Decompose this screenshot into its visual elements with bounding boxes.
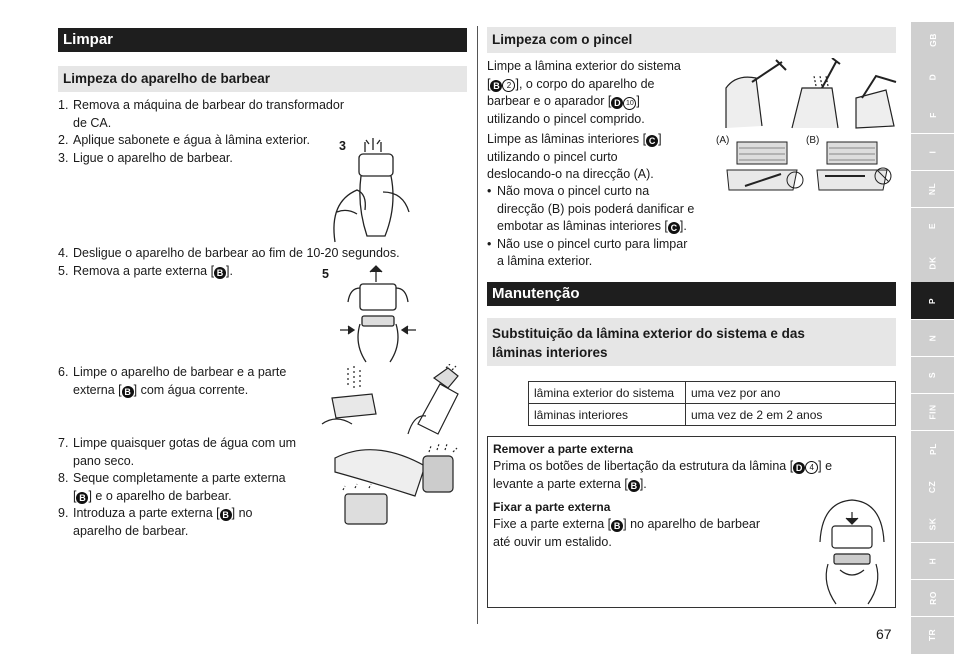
lang-tab-cz[interactable]: CZ [911,468,954,505]
table-row [529,382,896,404]
lang-tab-dk[interactable]: DK [911,245,954,282]
lang-tab-i[interactable]: I [911,134,954,171]
table-row [529,404,896,426]
step-7: 7. Limpe quaisquer gotas de água com um pano seco. [58,436,297,468]
badge-b: B [628,480,640,492]
lang-tab-s[interactable]: S [911,357,954,394]
badge-c: C [646,135,658,147]
figure-label-5: 5 [322,267,329,281]
table-cell: uma vez por ano [686,382,896,404]
attach-outer-part-title: Fixar a parte externa [493,500,611,514]
lang-tab-nl[interactable]: NL [911,171,954,208]
badge-b: B [611,520,623,532]
shaver-on-illustration [325,132,415,250]
step-2: 2. Aplique sabonete e água à lâmina exterior. [58,133,310,147]
circled-10: 10 [623,97,636,110]
step-3: 3. Ligue o aparelho de barbear. [58,150,233,165]
attach-outer-part-illustration [810,498,894,606]
step-5: 5. Remova a parte externa [ B ]. [58,263,233,278]
subsection-title-shaver-cleaning: Limpeza do aparelho de barbear [58,66,467,92]
lang-tab-tr[interactable]: TR [911,617,954,654]
figure-label-3: 3 [339,139,346,153]
short-brush-illustration [725,140,897,202]
lang-tab-fin[interactable]: FIN [911,394,954,431]
replacement-table [528,381,896,426]
section-title-maintenance: Manutenção [487,282,896,306]
brush-cleaning-illustration [712,58,900,134]
lang-tab-pl[interactable]: PL [911,431,954,468]
badge-b: B [220,509,232,521]
bullet-2: • Não use o pincel curto para limpar a lâmina exterior. [487,236,688,268]
remove-outer-part-title: Remover a parte externa [493,442,634,456]
remove-outer-part-text: Prima os botões de libertação da estrutura da lâmina [ D 4 ] e levante a parte externa [ B ]. [493,459,833,491]
brush-paragraph-2: Limpe as lâminas interiores [ C ] utilizando o pincel curto deslocando-o na direcção (A). [487,132,662,181]
lang-tab-p[interactable]: P [911,282,954,319]
steps-7-9 [58,435,328,540]
table-cell: lâminas interiores [529,404,686,426]
lang-tab-f[interactable]: F [911,96,954,133]
steps-1-3 [58,97,358,167]
table-cell: lâmina exterior do sistema [529,382,686,404]
step-6-block [58,364,318,399]
column-divider [477,26,478,624]
circled-4: 4 [805,461,818,474]
circled-2: 2 [502,79,515,92]
remove-outer-part-illustration [336,262,416,364]
badge-d: D [611,97,623,109]
dry-illustration [325,438,465,530]
badge-b: B [214,267,226,279]
brush-paragraph-1: Limpe a lâmina exterior do sistema [ B 2 ], o corpo do aparelho de barbear e o aparador [ D 10 ] utilizando o pincel comprido. [487,59,681,126]
step-4: 4. Desligue o aparelho de barbear ao fim de 10-20 segundos. [58,246,400,260]
subsection-title-replacement: Substituição da lâmina exterior do sistema e das lâminas interiores [487,318,896,366]
badge-b: B [490,80,502,92]
table-cell: uma vez de 2 em 2 anos [686,404,896,426]
lang-tab-gb[interactable]: GB [911,22,954,59]
step-9: 9. Introduza a parte externa [ B ] no aparelho de barbear. [58,506,253,538]
badge-d: D [793,462,805,474]
lang-tab-d[interactable]: D [911,59,954,96]
section-title-clean: Limpar [58,28,467,52]
bullet-1: • Não mova o pincel curto na direcção (B) pois poderá danificar e embotar as lâminas interiores [ C ]. [487,184,695,233]
rinse-illustration [318,364,466,436]
badge-b: B [122,386,134,398]
lang-tab-e[interactable]: E [911,208,954,245]
subsection-title-brush-cleaning: Limpeza com o pincel [487,27,896,53]
page-number: 67 [876,626,892,642]
step-1: 1. Remova a máquina de barbear do transformador de CA. [58,98,344,130]
attach-outer-part-text: Fixe a parte externa [ B ] no aparelho de barbear até ouvir um estalido. [493,517,761,549]
lang-tab-n[interactable]: N [911,320,954,357]
badge-b: B [76,492,88,504]
step-8: 8. Seque completamente a parte externa [ B ] e o aparelho de barbear. [58,471,286,503]
label-direction-b: (B) [806,135,820,146]
step-6: 6. Limpe o aparelho de barbear e a parte externa [ B ] com água corrente. [58,365,287,397]
badge-c: C [668,222,680,234]
language-tabs [911,22,954,654]
lang-tab-ro[interactable]: RO [911,580,954,617]
lang-tab-sk[interactable]: SK [911,505,954,542]
lang-tab-h[interactable]: H [911,543,954,580]
brush-bullets [487,183,717,271]
label-direction-a: (A) [716,135,730,146]
